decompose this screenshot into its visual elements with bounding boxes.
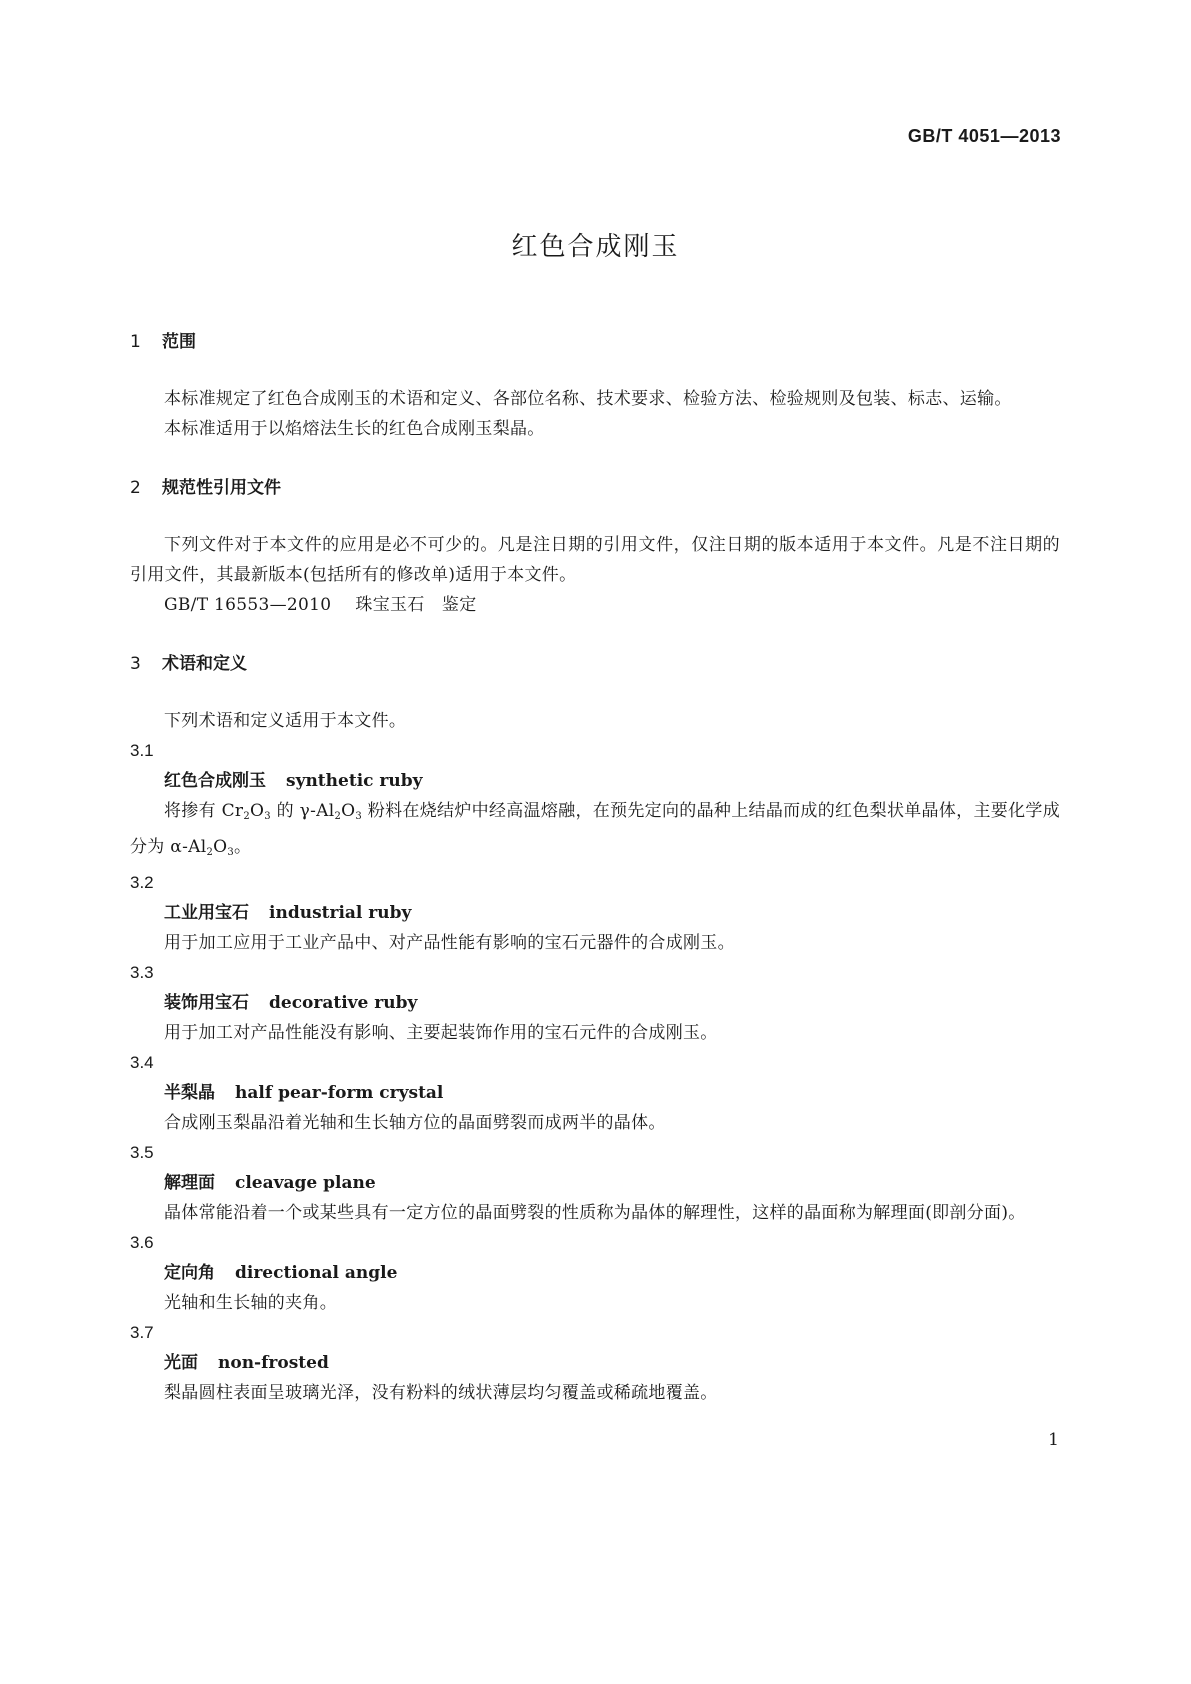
term-entry: [130, 898, 1060, 928]
term-zh: 解理面: [164, 1173, 215, 1193]
paragraph: 本标准适用于以焰熔法生长的红色合成刚玉梨晶。: [164, 419, 545, 439]
term-en: synthetic ruby: [286, 771, 423, 791]
term-zh: 工业用宝石: [164, 903, 249, 923]
term-entry: [130, 1348, 1060, 1378]
term-entry: [130, 766, 1060, 796]
term-definition: 梨晶圆柱表面呈玻璃光泽，没有粉料的绒状薄层均匀覆盖或稀疏地覆盖。: [164, 1383, 718, 1403]
paragraph: 本标准规定了红色合成刚玉的术语和定义、各部位名称、技术要求、检验方法、检验规则及包装、标志、运输。: [164, 389, 1012, 409]
normative-reference: [130, 590, 1060, 620]
term-entry: [130, 1078, 1060, 1108]
term-entry: [130, 1168, 1060, 1198]
section-title: 规范性引用文件: [162, 478, 281, 498]
paragraph: 下列文件对于本文件的应用是必不可少的。凡是注日期的引用文件，仅注日期的版本适用于本文件。凡是不注日期的引用文件，其最新版本(包括所有的修改单)适用于本文件。: [130, 535, 1060, 585]
term-definition: 合成刚玉梨晶沿着光轴和生长轴方位的晶面劈裂而成两半的晶体。: [164, 1113, 666, 1133]
clause-number: 3.7: [130, 1323, 154, 1342]
reference-title: 珠宝玉石 鉴定: [355, 595, 477, 615]
section-title: 范围: [162, 332, 196, 352]
clause-number: 3.6: [130, 1233, 154, 1252]
document-title: 红色合成刚玉: [511, 232, 680, 262]
term-entry: [130, 1258, 1060, 1288]
clause-number: 3.2: [130, 873, 154, 892]
term-en: cleavage plane: [235, 1173, 376, 1193]
term-definition: 用于加工应用于工业产品中、对产品性能有影响的宝石元器件的合成刚玉。: [164, 933, 735, 953]
term-zh: 红色合成刚玉: [164, 771, 266, 791]
term-zh: 装饰用宝石: [164, 993, 249, 1013]
section-heading-3: [130, 652, 1060, 676]
section-number: 1: [130, 332, 141, 352]
section-number: 3: [130, 654, 141, 674]
section-title: 术语和定义: [162, 654, 247, 674]
term-definition: 光轴和生长轴的夹角。: [164, 1293, 337, 1313]
term-en: industrial ruby: [269, 903, 412, 923]
term-en: decorative ruby: [269, 993, 418, 1013]
term-zh: 定向角: [164, 1263, 215, 1283]
term-zh: 光面: [164, 1353, 198, 1373]
section-number: 2: [130, 478, 141, 498]
clause-number: 3.4: [130, 1053, 154, 1072]
clause-number: 3.1: [130, 741, 154, 760]
term-en: non-frosted: [218, 1353, 329, 1373]
clause-number: 3.5: [130, 1143, 154, 1162]
term-definition: 晶体常能沿着一个或某些具有一定方位的晶面劈裂的性质称为晶体的解理性，这样的晶面称为解理面(即剖分面)。: [164, 1203, 1026, 1223]
term-entry: [130, 988, 1060, 1018]
term-definition: 用于加工对产品性能没有影响、主要起装饰作用的宝石元件的合成刚玉。: [164, 1023, 718, 1043]
reference-code: GB/T 16553—2010: [164, 595, 332, 615]
section-heading-1: [130, 330, 1060, 354]
standard-number: GB/T 4051—2013: [907, 126, 1061, 146]
page-number: 1: [1048, 1430, 1059, 1450]
term-zh: 半梨晶: [164, 1083, 215, 1103]
document-body: [130, 330, 1060, 1408]
term-en: directional angle: [235, 1263, 398, 1283]
term-en: half pear-form crystal: [235, 1083, 444, 1103]
section-heading-2: [130, 476, 1060, 500]
clause-number: 3.3: [130, 963, 154, 982]
paragraph: 下列术语和定义适用于本文件。: [164, 711, 407, 731]
term-definition: 将掺有 $Cr_2O_3$ 的 $\gamma-Al_2O_3$ 粉料在烧结炉中经高温熔融，在预先定向的晶种上结晶而成的红色梨状单晶体，主要化学成分为 $\alpha-Al_2O_3$。: [130, 801, 1060, 858]
